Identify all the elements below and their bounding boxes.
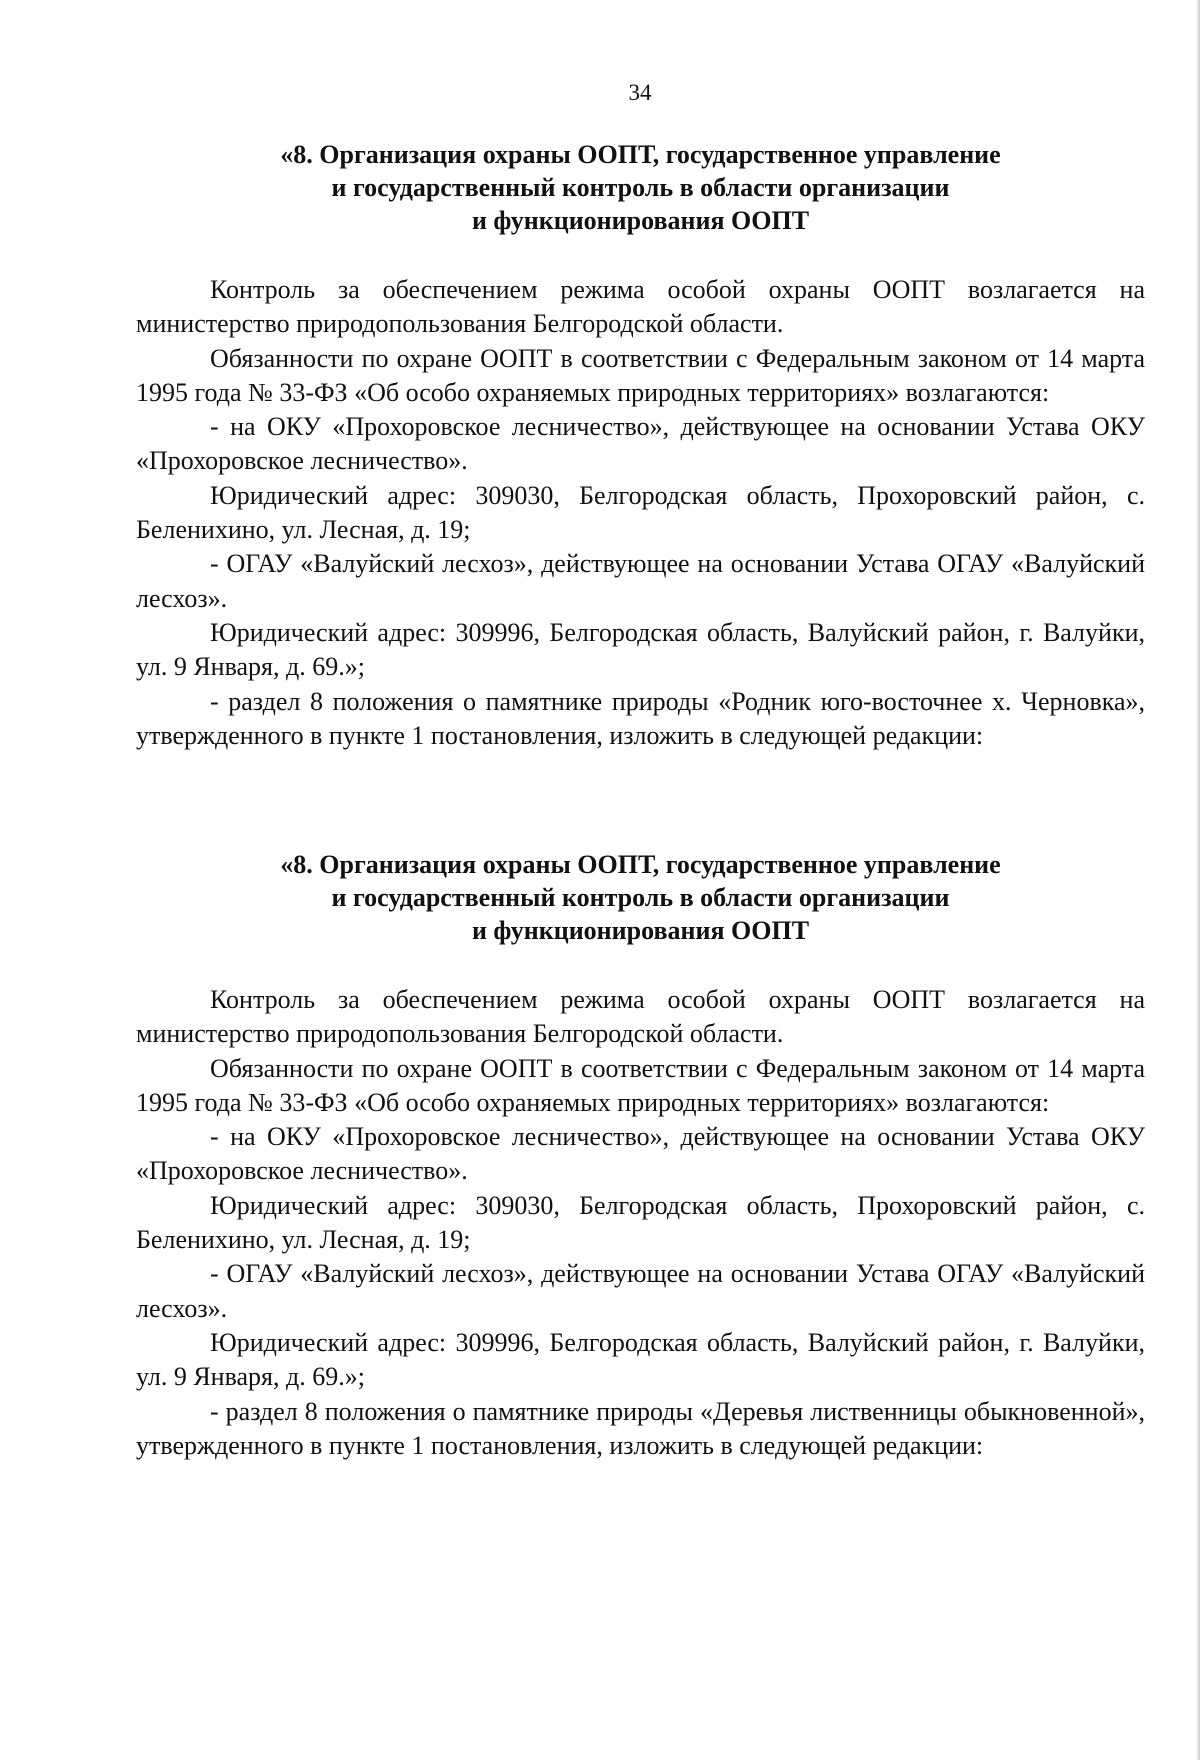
page-number: 34 [628,80,652,105]
paragraph: Юридический адрес: 309030, Белгородская область, Прохоровский район, с. Беленихино, ул. Лесная, д. 19; [136,480,1145,545]
paragraph: - на ОКУ «Прохоровское лесничество», действующее на основании Устава ОКУ «Прохоровское лесничество». [136,412,1145,476]
paragraph: Юридический адрес: 309996, Белгородская область, Валуйский район, г. Валуйки, ул. 9 Января, д. 69.»; [136,617,1145,682]
paragraph: - ОГАУ «Валуйский лесхоз», действующее на основании Устава ОГАУ «Валуйский лесхоз». [136,549,1145,613]
paragraph: - ОГАУ «Валуйский лесхоз», действующее на основании Устава ОГАУ «Валуйский лесхоз». [136,1259,1145,1323]
paragraph: Юридический адрес: 309996, Белгородская область, Валуйский район, г. Валуйки, ул. 9 Января, д. 69.»; [136,1327,1145,1392]
heading-line: и государственный контроль в области организации [331,883,950,912]
scan-edge [1196,0,1200,1760]
paragraph: Контроль за обеспечением режима особой охраны ООПТ возлагается на министерство природопользования Белгородской области. [136,275,1145,339]
section-2 [136,848,1145,1463]
section-1 [136,138,1145,753]
paragraph: - раздел 8 положения о памятнике природы «Родник юго-восточнее х. Черновка», утвержденного в пункте 1 постановления, изложить в следующей редакции: [136,686,1145,750]
paragraph: Обязанности по охране ООПТ в соответствии с Федеральным законом от 14 марта 1995 года № 33-ФЗ «Об особо охраняемых природных территориях» возлагаются: [136,343,1145,407]
paragraph: Контроль за обеспечением режима особой охраны ООПТ возлагается на министерство природопользования Белгородской области. [136,985,1145,1049]
heading-line: и функционирования ООПТ [471,916,810,945]
paragraph: - на ОКУ «Прохоровское лесничество», действующее на основании Устава ОКУ «Прохоровское лесничество». [136,1122,1145,1186]
paragraph: Юридический адрес: 309030, Белгородская область, Прохоровский район, с. Беленихино, ул. Лесная, д. 19; [136,1190,1145,1255]
section-heading [136,848,1145,947]
heading-line: «8. Организация охраны ООПТ, государственное управление [280,850,1001,879]
heading-line: и государственный контроль в области организации [331,173,950,202]
paragraph: - раздел 8 положения о памятнике природы «Деревья лиственницы обыкновенной», утвержденного в пункте 1 постановления, изложить в следующей редакции: [136,1396,1145,1460]
section-heading [136,138,1145,237]
paragraph: Обязанности по охране ООПТ в соответствии с Федеральным законом от 14 марта 1995 года № 33-ФЗ «Об особо охраняемых природных территориях» возлагаются: [136,1053,1145,1117]
heading-line: и функционирования ООПТ [471,206,810,235]
heading-line: «8. Организация охраны ООПТ, государственное управление [280,140,1001,169]
